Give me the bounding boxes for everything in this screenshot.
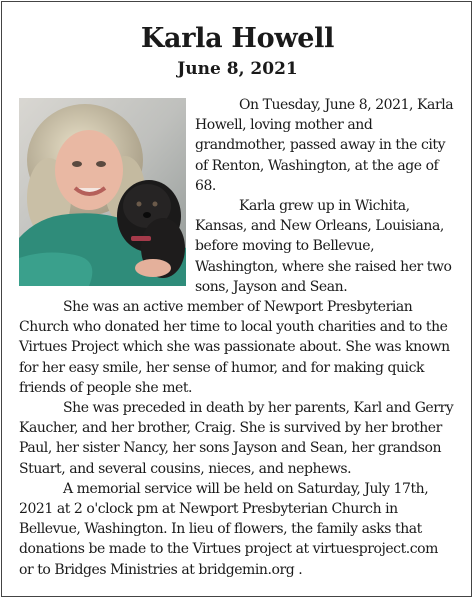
- obituary-paragraph: A memorial service will be held on Saturday, July 17th, 2021 at 2 o'clock pm at Newport Presbyterian Church in Bellevue, Washington. In lieu of flowers, the family asks that donations be made to the Virtues project at virtuesproject.com or to Bridges Ministries at bridgemin.org .: [19, 480, 438, 578]
- obituary-body: [19, 95, 456, 580]
- obituary-paragraph: On Tuesday, June 8, 2021, Karla Howell, loving mother and grandmother, passed away in the city of Renton, Washington, at the age of 68.: [195, 97, 454, 194]
- obituary-paragraph: Karla grew up in Wichita, Kansas, and New Orleans, Louisiana, before moving to Bellevue, Washington, where she raised her two sons, Jayson and Sean.: [195, 198, 452, 295]
- obituary-name: Karla Howell: [140, 23, 335, 54]
- obituary-date: June 8, 2021: [177, 59, 298, 79]
- obituary-paragraph: She was an active member of Newport Presbyterian Church who donated her time to local youth charities and to the Virtues Project which she was passionate about. She was known for her easy smile, her sense of humor, and for making quick friends of people she met.: [19, 299, 450, 396]
- obituary-paragraph: She was preceded in death by her parents, Karl and Gerry Kaucher, and her brother, Craig. She is survived by her brother Paul, her sister Nancy, her sons Jayson and Sean, her grandson Stuart, and several cousins, nieces, and nephews.: [19, 400, 454, 477]
